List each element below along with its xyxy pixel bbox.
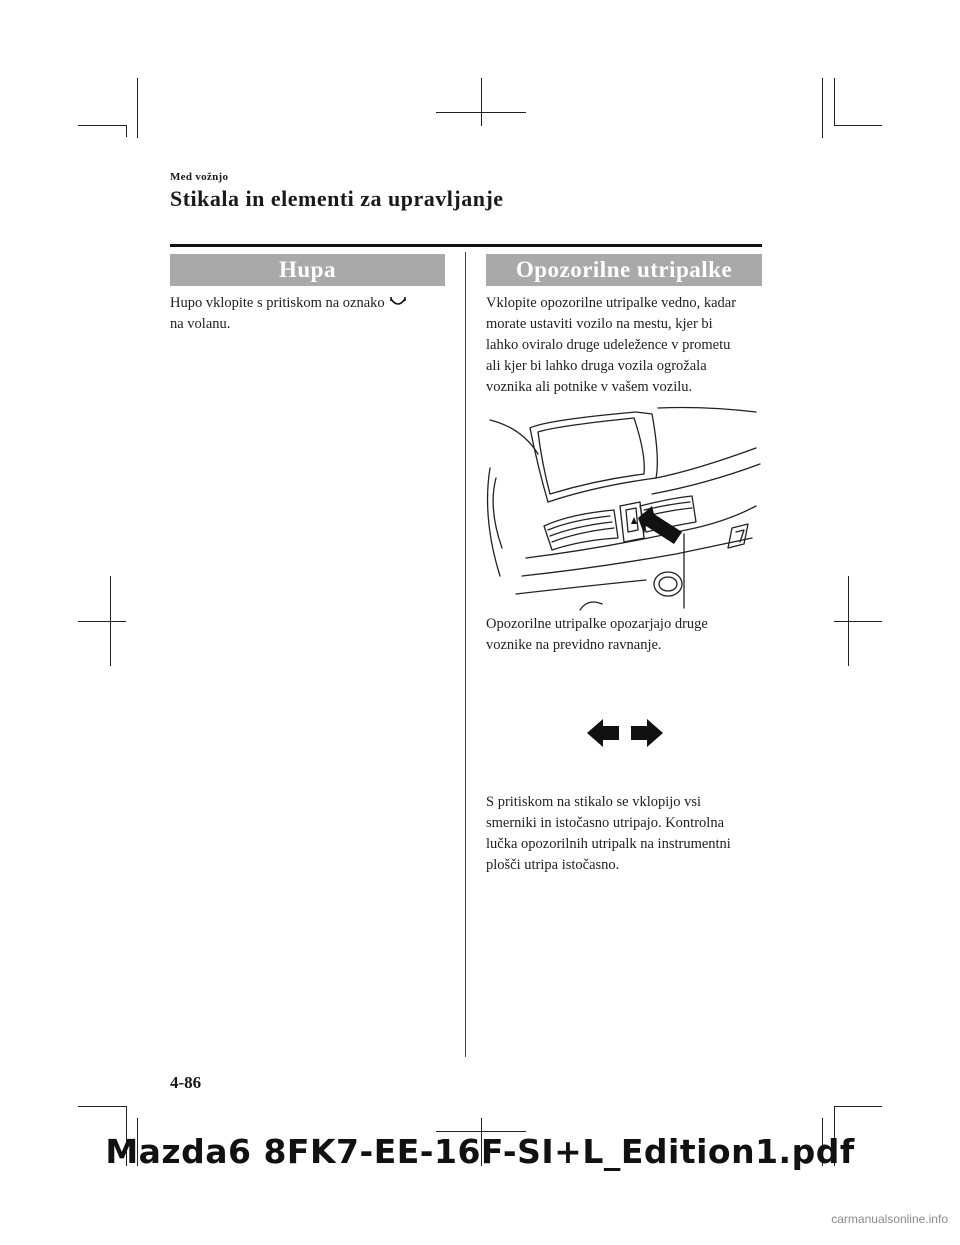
page-number: 4-86 xyxy=(170,1073,202,1092)
text-line: plošči utripa istočasno. xyxy=(486,857,620,873)
page-title: Stikala in elementi za upravljanje xyxy=(170,186,504,211)
text-line: S pritiskom na stikalo se vklopijo vsi xyxy=(486,794,702,810)
horn-text: Hupo vklopite s pritiskom na oznako xyxy=(170,295,385,311)
section-label: Med vožnjo xyxy=(170,171,229,183)
text-line: lahko oviralo druge udeležence v prometu xyxy=(486,337,731,353)
heading-opozorilne-utripalke: Opozorilne utripalke xyxy=(486,254,762,286)
horn-text-line-1 xyxy=(170,293,450,314)
text-line: Vklopite opozorilne utripalke vedno, kadar xyxy=(486,295,737,311)
text-line: lučka opozorilnih utripalk na instrumentni xyxy=(486,836,731,852)
horn-text-line-2: na volanu. xyxy=(170,316,231,332)
hazard-paragraph-2 xyxy=(486,614,766,656)
text-line: ali kjer bi lahko druga vozila ogrožala xyxy=(486,358,707,374)
dashboard-hazard-switch-illustration xyxy=(486,398,762,612)
text-line: voznika ali potnike v vašem vozilu. xyxy=(486,379,693,395)
text-line: voznike na previdno ravnanje. xyxy=(486,637,662,653)
text-line: Opozorilne utripalke opozarjajo druge xyxy=(486,616,708,632)
heading-hupa: Hupa xyxy=(170,254,445,286)
turn-signal-arrows-icon xyxy=(585,716,665,750)
title-rule xyxy=(170,244,762,247)
watermark[interactable]: carmanualsonline.info xyxy=(831,1212,948,1226)
footer-filename: Mazda6 8FK7-EE-16F-SI+L_Edition1.pdf xyxy=(105,1132,855,1171)
hazard-paragraph-1 xyxy=(486,293,766,398)
text-line: smerniki in istočasno utripajo. Kontrolna xyxy=(486,815,725,831)
column-divider xyxy=(465,252,466,1057)
hazard-paragraph-3 xyxy=(486,792,766,876)
horn-icon xyxy=(390,297,406,309)
text-line: morate ustaviti vozilo na mestu, kjer bi xyxy=(486,316,713,332)
horn-paragraph xyxy=(170,293,450,335)
